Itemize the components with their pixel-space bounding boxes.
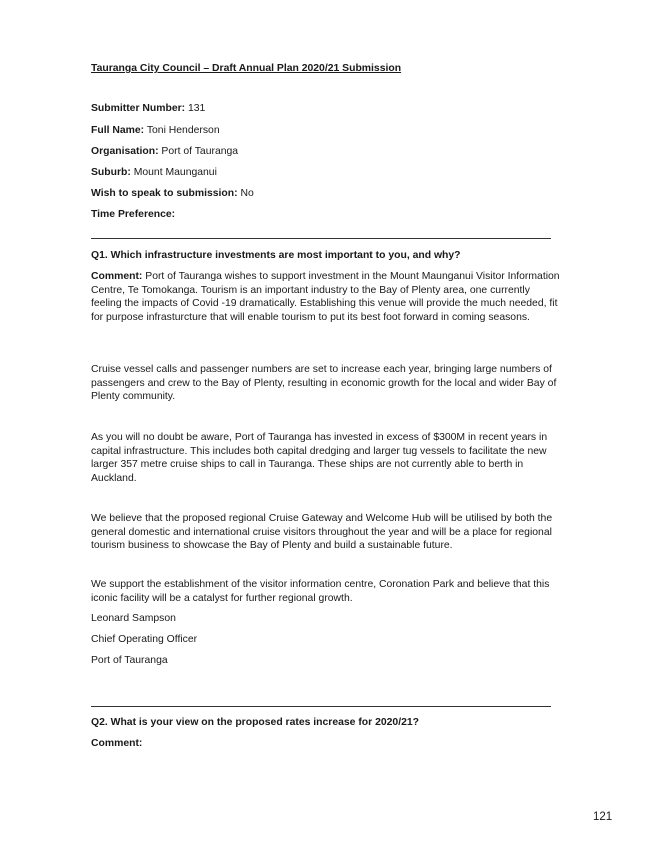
question-1-heading: Q1. Which infrastructure investments are most important to you, and why? [91, 250, 461, 261]
section-divider [91, 238, 551, 239]
question-2-heading: Q2. What is your view on the proposed rates increase for 2020/21? [91, 717, 419, 728]
wish-to-speak-value: No [237, 188, 254, 199]
full-name-label: Full Name: [91, 125, 145, 136]
signatory-name: Leonard Sampson [91, 613, 176, 624]
wish-to-speak-label: Wish to speak to submission: [91, 188, 238, 199]
signatory-role: Chief Operating Officer [91, 634, 198, 645]
q1-paragraph-cruise-calls: Cruise vessel calls and passenger numbers are set to increase each year, bringing large numbers of passengers and crew to the Bay of Plenty, resulting in economic growth for the local and wider Bay of Plenty community. [91, 364, 557, 403]
time-preference-field [91, 209, 175, 220]
q1-comment-paragraph [91, 270, 561, 325]
full-name-field [91, 125, 220, 136]
q1-paragraph-cruise-gateway: We believe that the proposed regional Cruise Gateway and Welcome Hub will be utilised by both the general domestic and international cruise visitors throughout the year and will be a place for regional tourism business to showcase the Bay of Plenty and build a sustainable future. [91, 513, 553, 552]
q1-paragraph-visitor-centre: We support the establishment of the visitor information centre, Coronation Park and believe that this iconic facility will be a catalyst for further regional growth. [91, 579, 550, 604]
submitter-number-value: 131 [185, 103, 206, 114]
submitter-number-label: Submitter Number: [91, 103, 186, 114]
organisation-field [91, 146, 238, 157]
submitter-number-field [91, 103, 205, 114]
q2-comment-label: Comment: [91, 738, 143, 749]
suburb-label: Suburb: [91, 167, 131, 178]
document-title: Tauranga City Council – Draft Annual Plan 2020/21 Submission [91, 63, 402, 74]
q1-comment-text: Port of Tauranga wishes to support investment in the Mount Maunganui Visitor Information Centre, Te Tomokanga. Tourism is an important industry to the Bay of Plenty area, one currently feeling the impacts of Covid -19 dramatically. Establishing this venue will provide the much needed, fit for purpose infrasturcture that will enable tourism to put its best foot forward in coming seasons. [91, 271, 560, 324]
suburb-field [91, 167, 217, 178]
time-preference-label: Time Preference: [91, 209, 176, 220]
page-number: 121 [593, 811, 613, 823]
section-divider-2 [91, 706, 551, 707]
wish-to-speak-field [91, 188, 254, 199]
q1-comment-label: Comment: [91, 271, 143, 282]
suburb-value: Mount Maunganui [130, 167, 217, 178]
full-name-value: Toni Henderson [144, 125, 220, 136]
q1-paragraph-investment: As you will no doubt be aware, Port of Tauranga has invested in excess of $300M in recent years in capital infrastructure. This includes both capital dredging and larger tug vessels to facilitate the new larger 357 metre cruise ships to call in Tauranga. These ships are not currently able to berth in Auckland. [91, 432, 548, 485]
organisation-value: Port of Tauranga [158, 146, 239, 157]
signatory-organisation: Port of Tauranga [91, 655, 168, 666]
organisation-label: Organisation: [91, 146, 159, 157]
